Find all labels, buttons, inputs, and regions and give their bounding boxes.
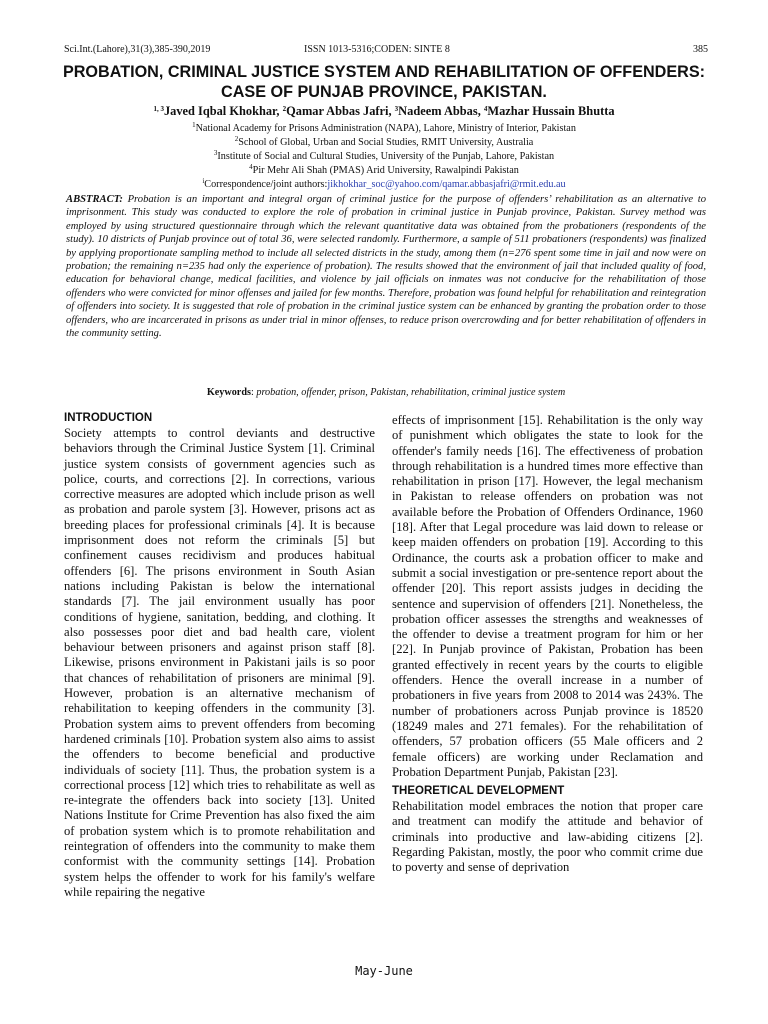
author-name: Javed Iqbal Khokhar, (163, 104, 283, 118)
correspondence: $^i$Correspondence/joint authors:jikhokhar_soc@yahoo.com/qamar.abbasjafri@rmit.edu.au (202, 177, 566, 190)
author-name: Nadeem Abbas, (398, 104, 484, 118)
correspondence-label: Correspondence/joint authors: (204, 179, 328, 190)
section-heading-introduction: INTRODUCTION (64, 412, 153, 424)
affiliation: $^4$Pir Mehr Ali Shah (PMAS) Arid University, Rawalpindi Pakistan (249, 163, 519, 176)
running-header (64, 44, 708, 58)
paper-title: PROBATION, CRIMINAL JUSTICE SYSTEM AND REHABILITATION OF OFFENDERS: CASE OF PUNJAB PROVINCE, PAKISTAN. (62, 63, 706, 101)
author-list (60, 104, 708, 119)
abstract-label: ABSTRACT: (66, 194, 123, 205)
theoretical-paragraph: Rehabilitation model embraces the notion that proper care and treatment can modify the attitude and behavior of criminals into productive and law-abiding citizens [2]. Regarding Pakistan, mostly, the poor who commit crime due to poverty and sense of deprivation (392, 799, 703, 875)
journal-citation: Sci.Int.(Lahore),31(3),385-390,2019 (64, 44, 211, 55)
keywords-label: Keywords (206, 387, 251, 398)
left-column (64, 411, 375, 900)
author-affil-sup: 4 (483, 105, 488, 113)
issn-text: ISSN 1013-5316;CODEN: SINTE 8 (304, 44, 450, 55)
abstract-text: Probation is an important and integral organ of criminal justice for the purpose of offenders’ rehabilitation as an alternative to imprisonment. This study was conducted to explore the role of probation in criminal justice in Punjab province, Pakistan. Survey method was employed by using structured questionnaire through which the relevant quantitative data was obtained from the probationers (respondents of the study). 10 districts of Punjab province out of total 36, were selected randomly. Furthermore, a sample of 511 probationers (respondents) was finalized by applying proportionate sampling method to include all selected districts in the study, among them (n=276 spent some time in jail and now were on probation; the remaining n=235 had only the experience of probation). The results showed that the environment of jail that included quality of food, education for behavioral change, medical facilities, and violence by jail officials on inmates was not conducive for the rehabilitation of those offenders who were convicted for minor offenses and jailed for few months. Therefore, probation was found helpful for rehabilitation and reintegration of offenders into society. It is suggested that role of probation in the criminal justice system can be enhanced by granting the probation order to those offenders, who are incarcerated in prisons as under trial in minor offenses, to reduce prison overcrowding and for better rehabilitation of offenders in the community setting. (66, 194, 706, 340)
page-number: 385 (693, 44, 708, 55)
affiliation: $^2$School of Global, Urban and Social Studies, RMIT University, Australia (234, 135, 534, 148)
introduction-paragraph: Society attempts to control deviants and destructive behaviors through the Criminal Justice System [1]. Criminal justice system consists of government agencies such as police, courts, and corrections [2]. In corrections, various corrective measures are adopted which include prison as well as probation and parole system [3]. However, prisons act as breeding places for professional criminals [4]. It is because imprisonment does not reform the criminals [5] but confinement causes recidivism and produces habitual offenders [6]. The prisons environment in South Asian nations including Pakistan is below the international standards [7]. The jail environment usually has poor conditions of hygiene, sanitation, bedding, and clothing. It also possesses poor diet and bad health care, violent behaviour between prisoners and against prison staff [8]. Likewise, prisons environment in Pakistani jails is so poor that chances of rehabilitation of prisoners are minimal [9]. However, probation is an alternative mechanism of rehabilitation to keeping offenders in the community [3]. Probation system aims to prevent offenders from becoming hardened criminals [10]. Probation system also aims to assist the offenders to become beneficial and productive individuals of society [11]. Thus, the probation system is a correctional process [12] which tries to rehabilitate as well as re-integrate the offenders back into society [13]. United Nations Institute for Crime Prevention has also fixed the aim of probation system which is to promote rehabilitation and reintegration of offenders into the community to make them conformist with the community settings [14]. Probation system helps the offender to work for his family's welfare while repairing the negative (64, 426, 375, 899)
affiliation: $^1$National Academy for Prisons Administration (NAPA), Lahore, Ministry of Interior, Pakistan (192, 121, 576, 134)
keywords-text: probation, offender, prison, Pakistan, rehabilitation, criminal justice system (256, 387, 566, 398)
introduction-paragraph-continued: effects of imprisonment [15]. Rehabilitation is the only way of punishment which obligates the state to look for the offender's family needs [16]. The effectiveness of probation through rehabilitation is a hundred times more effective than rehabilitation in prison [17]. However, the legal mechanism in Pakistan to release offenders on probation was not available before the Probation of Offenders Ordinance, 1960 [18]. After that Legal procedure was laid down to release or keep maiden offenders on probation [19]. According to this Ordinance, the courts ask a probation officer to make and submit a social investigation or pre-sentence report about the offender [20]. This report assists judges in deciding the sentence and supervision of offenders [21]. Nonetheless, the probation officer assesses the strengths and weaknesses of the offender to devise a treatment program for him or her [22]. In Punjab province of Pakistan, Probation has been granted effectively in recent years by the courts to eligible offenders. Hence the overall increase in a number of probationers in five years from 2008 to 2014 was 243%. The number of probationers across Punjab province is 18520 (18249 males and 271 females). For the rehabilitation of offenders, 57 probation officers (55 Male officers and 2 female officers) are working under Reclamation and Probation Department Punjab, Pakistan [23]. (392, 413, 703, 779)
abstract (66, 193, 706, 340)
affiliation-list (60, 122, 708, 192)
affiliation: $^3$Institute of Social and Cultural Studies, University of the Punjab, Lahore, Pakistan (213, 149, 555, 162)
page-footer: May-June (355, 964, 413, 978)
author-affil-sup: 2 (282, 105, 287, 113)
author-affil-sup: 1, 3 (153, 105, 164, 113)
keywords: Keywords: probation, offender, prison, Pakistan, rehabilitation, criminal justice system (206, 387, 566, 398)
author-name: Mazhar Hussain Bhutta (487, 104, 615, 118)
right-column (392, 413, 703, 876)
author-affil-sup: 3 (394, 105, 399, 113)
author-name: Qamar Abbas Jafri, (286, 104, 395, 118)
section-heading-theoretical: THEORETICAL DEVELOPMENT (392, 785, 565, 798)
correspondence-email-link[interactable]: jikhokhar_soc@yahoo.com/qamar.abbasjafri@rmit.edu.au (327, 179, 566, 190)
